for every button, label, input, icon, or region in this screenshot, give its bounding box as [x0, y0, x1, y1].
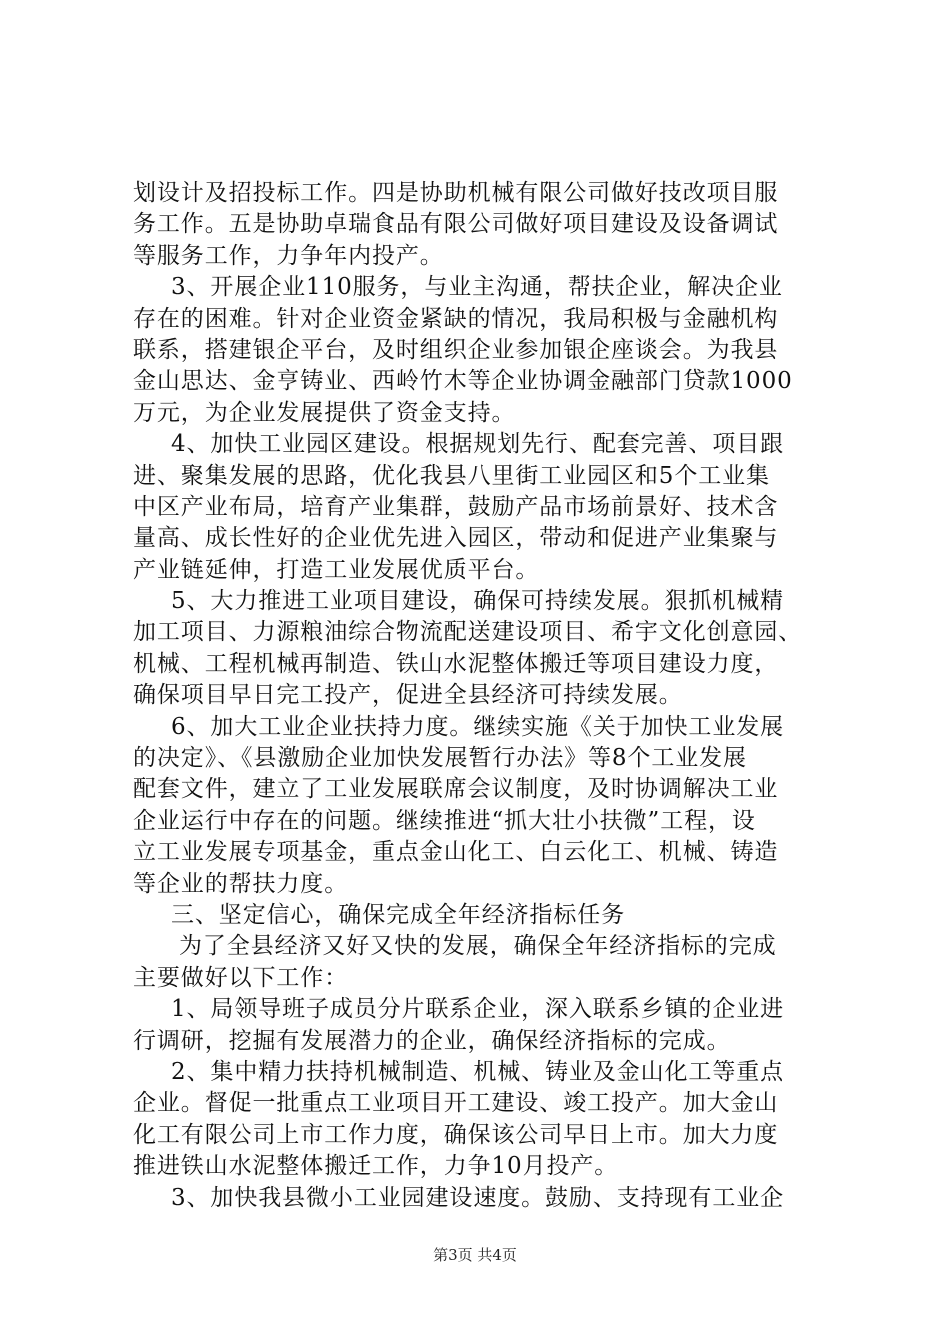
text-line: 机械、工程机械再制造、铁山水泥整体搬迁等项目建设力度，	[133, 650, 779, 677]
text-line: 确保项目早日完工投产，促进全县经济可持续发展。	[133, 682, 683, 709]
text-line: 万元，为企业发展提供了资金支持。	[133, 399, 516, 426]
document-body	[133, 178, 837, 1214]
text-line: 金山思达、金亨铸业、西岭竹木等企业协调金融部门贷款1000	[133, 368, 793, 395]
text-line: 中区产业布局，培育产业集群，鼓励产品市场前景好、技术含	[133, 493, 779, 520]
text-line: 等企业的帮扶力度。	[133, 870, 349, 897]
paragraph-start-line: 3、加快我县微小工业园建设速度。鼓励、支持现有工业企	[171, 1184, 785, 1211]
text-line: 存在的困难。针对企业资金紧缺的情况，我局积极与金融机构	[133, 305, 779, 332]
text-line: 务工作。五是协助卓瑞食品有限公司做好项目建设及设备调试	[133, 211, 779, 238]
text-line: 企业运行中存在的问题。继续推进“抓大壮小扶微”工程，设	[133, 807, 756, 834]
paragraph-start-line: 为了全县经济又好又快的发展，确保全年经济指标的完成	[179, 933, 777, 960]
text-line: 立工业发展专项基金，重点金山化工、白云化工、机械、铸造	[133, 839, 779, 866]
text-line: 量高、成长性好的企业优先进入园区，带动和促进产业集聚与	[133, 525, 779, 552]
text-line: 企业。督促一批重点工业项目开工建设、竣工投产。加大金山	[133, 1090, 779, 1117]
text-line: 推进铁山水泥整体搬迁工作，力争10月投产。	[133, 1153, 619, 1180]
text-line: 划设计及招投标工作。四是协助机械有限公司做好技改项目服	[133, 180, 779, 206]
section-heading: 三、坚定信心，确保完成全年经济指标任务	[171, 901, 626, 928]
text-line: 行调研，挖掘有发展潜力的企业，确保经济指标的完成。	[133, 1027, 731, 1054]
paragraph-start-line: 2、集中精力扶持机械制造、机械、铸业及金山化工等重点	[171, 1058, 785, 1085]
paragraph-start-line: 6、加大工业企业扶持力度。继续实施《关于加快工业发展	[171, 713, 785, 740]
text-line: 化工有限公司上市工作力度，确保该公司早日上市。加大力度	[133, 1121, 779, 1148]
paragraph-start-line: 4、加快工业园区建设。根据规划先行、配套完善、项目跟	[171, 431, 785, 458]
paragraph-start-line: 5、大力推进工业项目建设，确保可持续发展。狠抓机械精	[171, 588, 785, 615]
paragraph-start-line: 1、局领导班子成员分片联系企业，深入联系乡镇的企业进	[171, 996, 785, 1023]
text-line: 进、聚集发展的思路，优化我县八里街工业园区和5个工业集	[133, 462, 770, 489]
text-line: 联系，搭建银企平台，及时组织企业参加银企座谈会。为我县	[133, 336, 779, 363]
page-number: 第3页 共4页	[433, 1246, 517, 1264]
text-line: 的决定》、《县激励企业加快发展暂行办法》等8个工业发展	[133, 745, 747, 772]
text-line: 产业链延伸，打造工业发展优质平台。	[133, 556, 540, 583]
page-footer	[0, 1245, 950, 1265]
text-line: 加工项目、力源粮油综合物流配送建设项目、希宇文化创意园、	[133, 619, 803, 646]
text-line: 配套文件，建立了工业发展联席会议制度，及时协调解决工业	[133, 776, 779, 803]
paragraph-start-line: 3、开展企业110服务，与业主沟通，帮扶企业，解决企业	[171, 274, 783, 301]
text-line: 等服务工作，力争年内投产。	[133, 242, 444, 269]
text-line: 主要做好以下工作：	[133, 964, 349, 991]
